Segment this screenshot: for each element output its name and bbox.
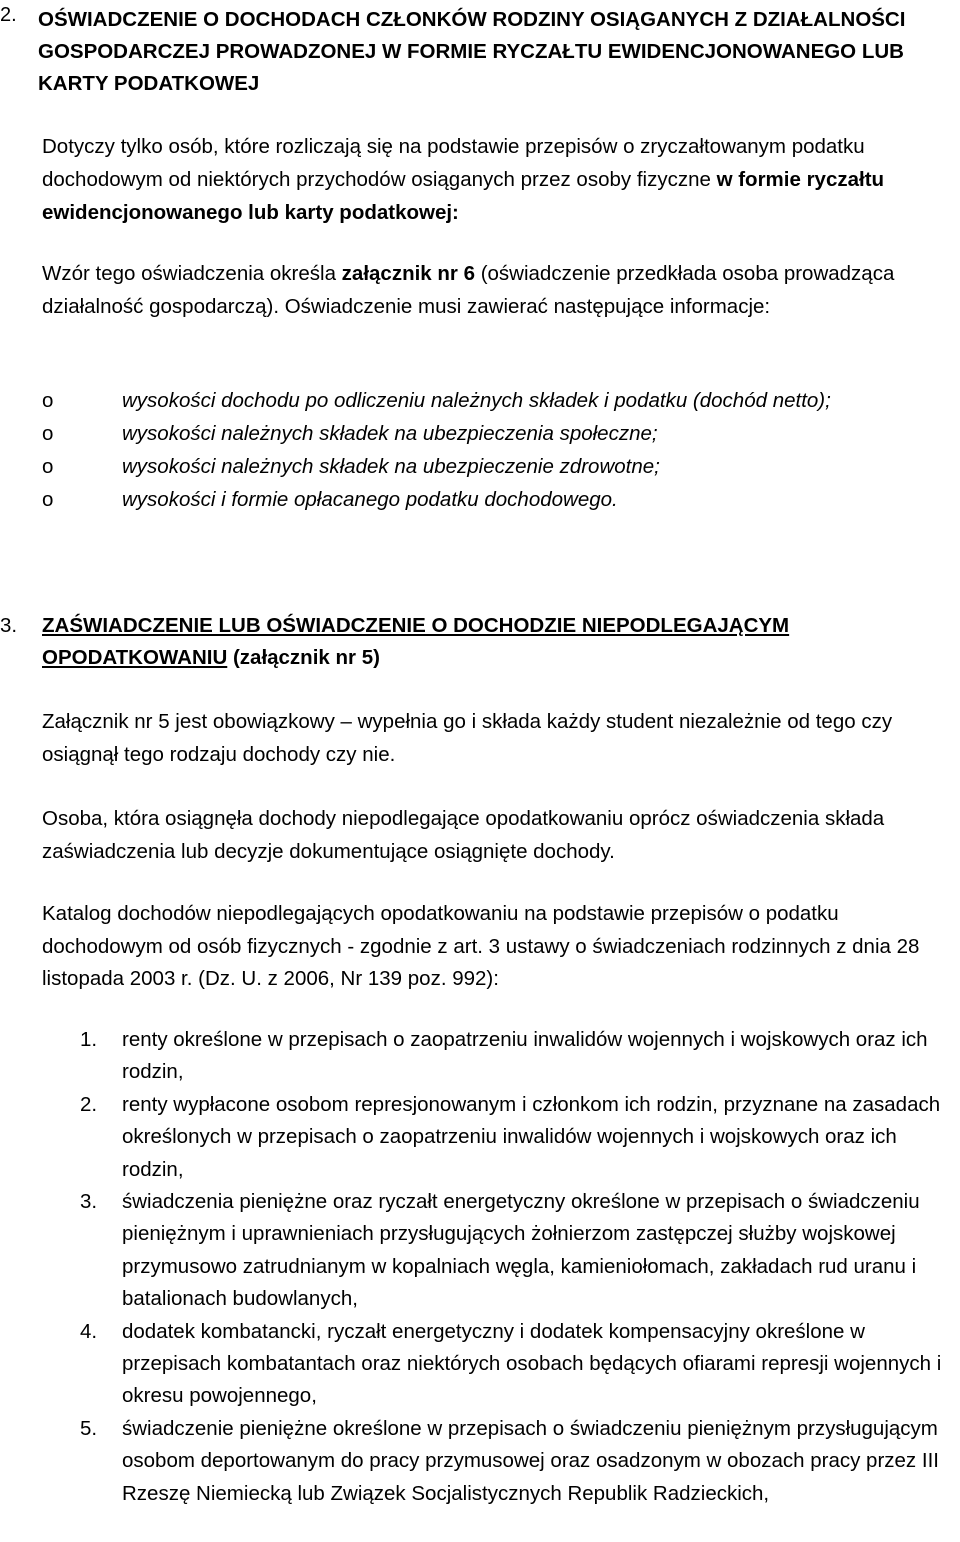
list-item xyxy=(42,1316,960,1413)
income-catalog-list xyxy=(42,1024,960,1510)
section-3-paragraph-2: Osoba, która osiągnęła dochody niepodlegające opodatkowaniu oprócz oświadczenia składa zaświadczenia lub decyzje dokumentujące osiągnięte dochody. xyxy=(42,807,885,863)
list-item-text: świadczenie pieniężne określone w przepisach o świadczeniu pieniężnym przysługującym osobom deportowanym do pracy przymusowej oraz osadzonym w obozach pracy przez III Rzeszę Niemiecką lub Związek Socjalistycznych Republik Radzieckich, xyxy=(122,1416,939,1505)
bullet-text: wysokości dochodu po odliczeniu należnych składek i podatku (dochód netto); xyxy=(122,389,831,412)
list-item xyxy=(42,1413,960,1510)
section-2-title: OŚWIADCZENIE O DOCHODACH CZŁONKÓW RODZINY OSIĄGANYCH Z DZIAŁALNOŚCI GOSPODARCZEJ PROWADZONEJ W FORMIE RYCZAŁTU EWIDENCJONOWANEGO LUB KARTY PODATKOWEJ xyxy=(38,8,906,95)
section-3 xyxy=(0,610,960,674)
attachment-6-reference: załącznik nr 6 xyxy=(341,262,475,285)
bullet-marker: o xyxy=(42,389,54,412)
list-item-number: 3. xyxy=(80,1190,98,1214)
section-3-paragraph-1: Załącznik nr 5 jest obowiązkowy – wypełnia go i składa każdy student niezależnie od tego czy osiągnął tego rodzaju dochody czy nie. xyxy=(42,710,893,766)
section-3-title-suffix: (załącznik nr 5) xyxy=(227,646,380,669)
bullet-marker: o xyxy=(42,455,54,478)
bullet-text: wysokości należnych składek na ubezpieczenie zdrowotne; xyxy=(122,455,660,478)
section-2-intro-bold: w formie ryczałtu ewidencjonowanego lub karty podatkowej: xyxy=(42,168,885,224)
list-item xyxy=(42,1024,960,1089)
section-3-title xyxy=(42,610,960,674)
list-item-text: renty wypłacone osobom represjonowanym i członkom ich rodzin, przyznane na zasadach określonych w przepisach o zaopatrzeniu inwalidów wojennych i wojskowych oraz ich rodzin, xyxy=(122,1092,941,1181)
bullet-marker: o xyxy=(42,488,54,511)
section-2-paragraph-end: (oświadczenie przedkłada osoba prowadząca działalność gospodarczą). Oświadczenie musi zawierać następujące informacje: xyxy=(42,262,895,318)
list-item xyxy=(42,450,960,483)
list-item-text: świadczenia pieniężne oraz ryczałt energetyczny określone w przepisach o świadczeniu pieniężnym i uprawnieniach przysługujących żołnierzom zastępczej służby wojskowej przymusowo zatrudnianym w kopalniach węgla, kamieniołomach, zakładach rud uranu i batalionach budowlanych, xyxy=(122,1190,920,1311)
list-item-text: dodatek kombatancki, ryczałt energetyczny i dodatek kompensacyjny określone w przepisach kombatantach oraz niektórych osobach będących ofiarami represji wojennych i okresu powojennego, xyxy=(122,1319,942,1408)
section-2-paragraph-start: Wzór tego oświadczenia określa xyxy=(42,262,336,285)
bullet-text: wysokości i formie opłacanego podatku dochodowego. xyxy=(122,488,618,511)
section-3-paragraph-3: Katalog dochodów niepodlegających opodatkowaniu na podstawie przepisów o podatku dochodowym od osób fizycznych - zgodnie z art. 3 ustawy o świadczeniach rodzinnych z dnia 28 listopada 2003 r. (Dz. U. z 2006, Nr 139 poz. 992): xyxy=(42,902,920,990)
section-2 xyxy=(0,4,960,229)
list-item xyxy=(42,483,960,516)
section-3-number: 3. xyxy=(0,614,18,637)
section-2-intro xyxy=(42,130,942,229)
section-3-title-underlined: ZAŚWIADCZENIE LUB OŚWIADCZENIE O DOCHODZIE NIEPODLEGAJĄCYM OPODATKOWANIU xyxy=(42,614,790,669)
list-item-number: 4. xyxy=(80,1319,98,1343)
bullet-marker: o xyxy=(42,422,54,445)
section-2-intro-text: Dotyczy tylko osób, które rozliczają się na podstawie przepisów o zryczałtowanym podatku dochodowym od niektórych przychodów osiąganych przez osoby fizyczne xyxy=(42,135,865,191)
bullet-text: wysokości należnych składek na ubezpieczenia społeczne; xyxy=(122,422,658,445)
list-item-number: 1. xyxy=(80,1028,98,1051)
list-item-number: 5. xyxy=(80,1416,98,1440)
list-item-text: renty określone w przepisach o zaopatrzeniu inwalidów wojennych i wojskowych oraz ich rodzin, xyxy=(122,1028,928,1084)
section-2-number: 2. xyxy=(0,4,17,26)
list-item xyxy=(42,417,960,450)
list-item xyxy=(42,384,960,417)
list-item xyxy=(42,1089,960,1186)
list-item xyxy=(42,1186,960,1316)
section-2-bullet-list xyxy=(42,384,960,516)
section-2-paragraph xyxy=(42,258,960,323)
list-item-number: 2. xyxy=(80,1092,98,1116)
